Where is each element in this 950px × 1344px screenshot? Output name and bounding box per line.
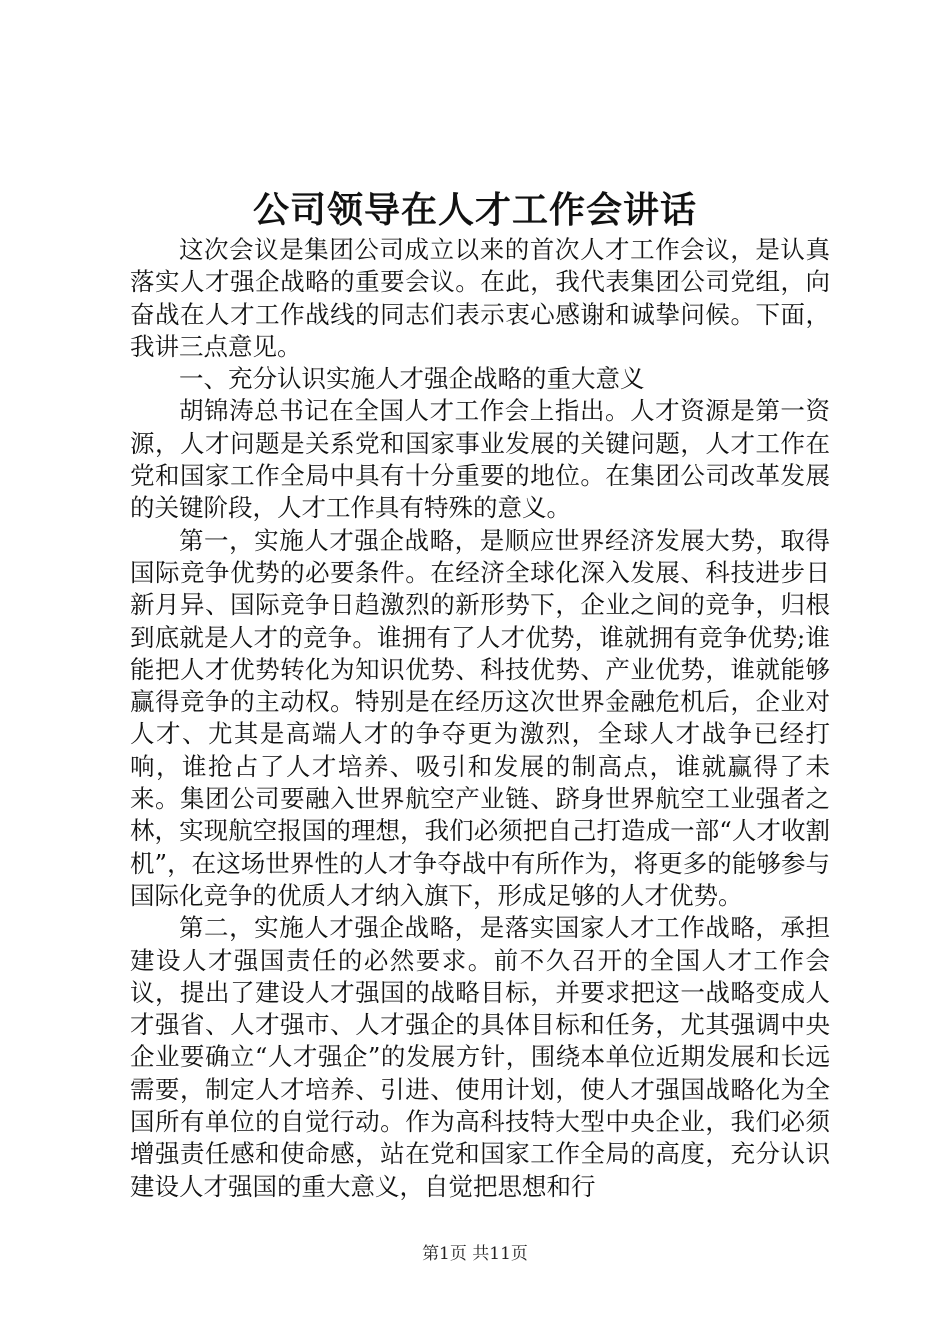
page-footer: 第1页 共11页 <box>422 1244 528 1264</box>
paragraph-first-point: 第一，实施人才强企战略，是顺应世界经济发展大势，取得国际竞争优势的必要条件。在经济全球化深入发展、科技进步日新月异、国际竞争日趋激烈的新形势下，企业之间的竞争，归根到底就是人才的竞争。谁拥有了人才优势，谁就拥有竞争优势;谁能把人才优势转化为知识优势、科技优势、产业优势，谁就能够赢得竞争的主动权。特别是在经历这次世界金融危机后，企业对人才、尤其是高端人才的争夺更为激烈，全球人才战争已经打响，谁抢占了人才培养、吸引和发展的制高点，谁就赢得了未来。集团公司要融入世界航空产业链、跻身世界航空工业强者之林，实现航空报国的理想，我们必须把自己打造成一部“人才收割机”，在这场世界性的人才争夺战中有所作为，将更多的能够参与国际化竞争的优质人才纳入旗下，形成足够的人才优势。 <box>130 525 830 910</box>
paragraph-quote: 胡锦涛总书记在全国人才工作会上指出。人才资源是第一资源，人才问题是关系党和国家事业发展的关键问题，人才工作在党和国家工作全局中具有十分重要的地位。在集团公司改革发展的关键阶段，人才工作具有特殊的意义。 <box>130 396 830 523</box>
section-heading: 一、充分认识实施人才强企战略的重大意义 <box>179 364 645 394</box>
document-body <box>130 234 830 1203</box>
document-title: 公司领导在人才工作会讲话 <box>252 189 697 231</box>
paragraph-second-point: 第二，实施人才强企战略，是落实国家人才工作战略，承担建设人才强国责任的必然要求。前不久召开的全国人才工作会议，提出了建设人才强国的战略目标，并要求把这一战略变成人才强省、人才强市、人才强企的具体目标和任务，尤其强调中央企业要确立“人才强企”的发展方针，围绕本单位近期发展和长远需要，制定人才培养、引进、使用计划，使人才强国战略化为全国所有单位的自觉行动。作为高科技特大型中央企业，我们必须增强责任感和使命感，站在党和国家工作全局的高度，充分认识建设人才强国的重大意义，自觉把思想和行 <box>130 913 830 1201</box>
paragraph-intro: 这次会议是集团公司成立以来的首次人才工作会议，是认真落实人才强企战略的重要会议。在此，我代表集团公司党组，向奋战在人才工作战线的同志们表示衷心感谢和诚挚问候。下面，我讲三点意见。 <box>130 235 830 361</box>
